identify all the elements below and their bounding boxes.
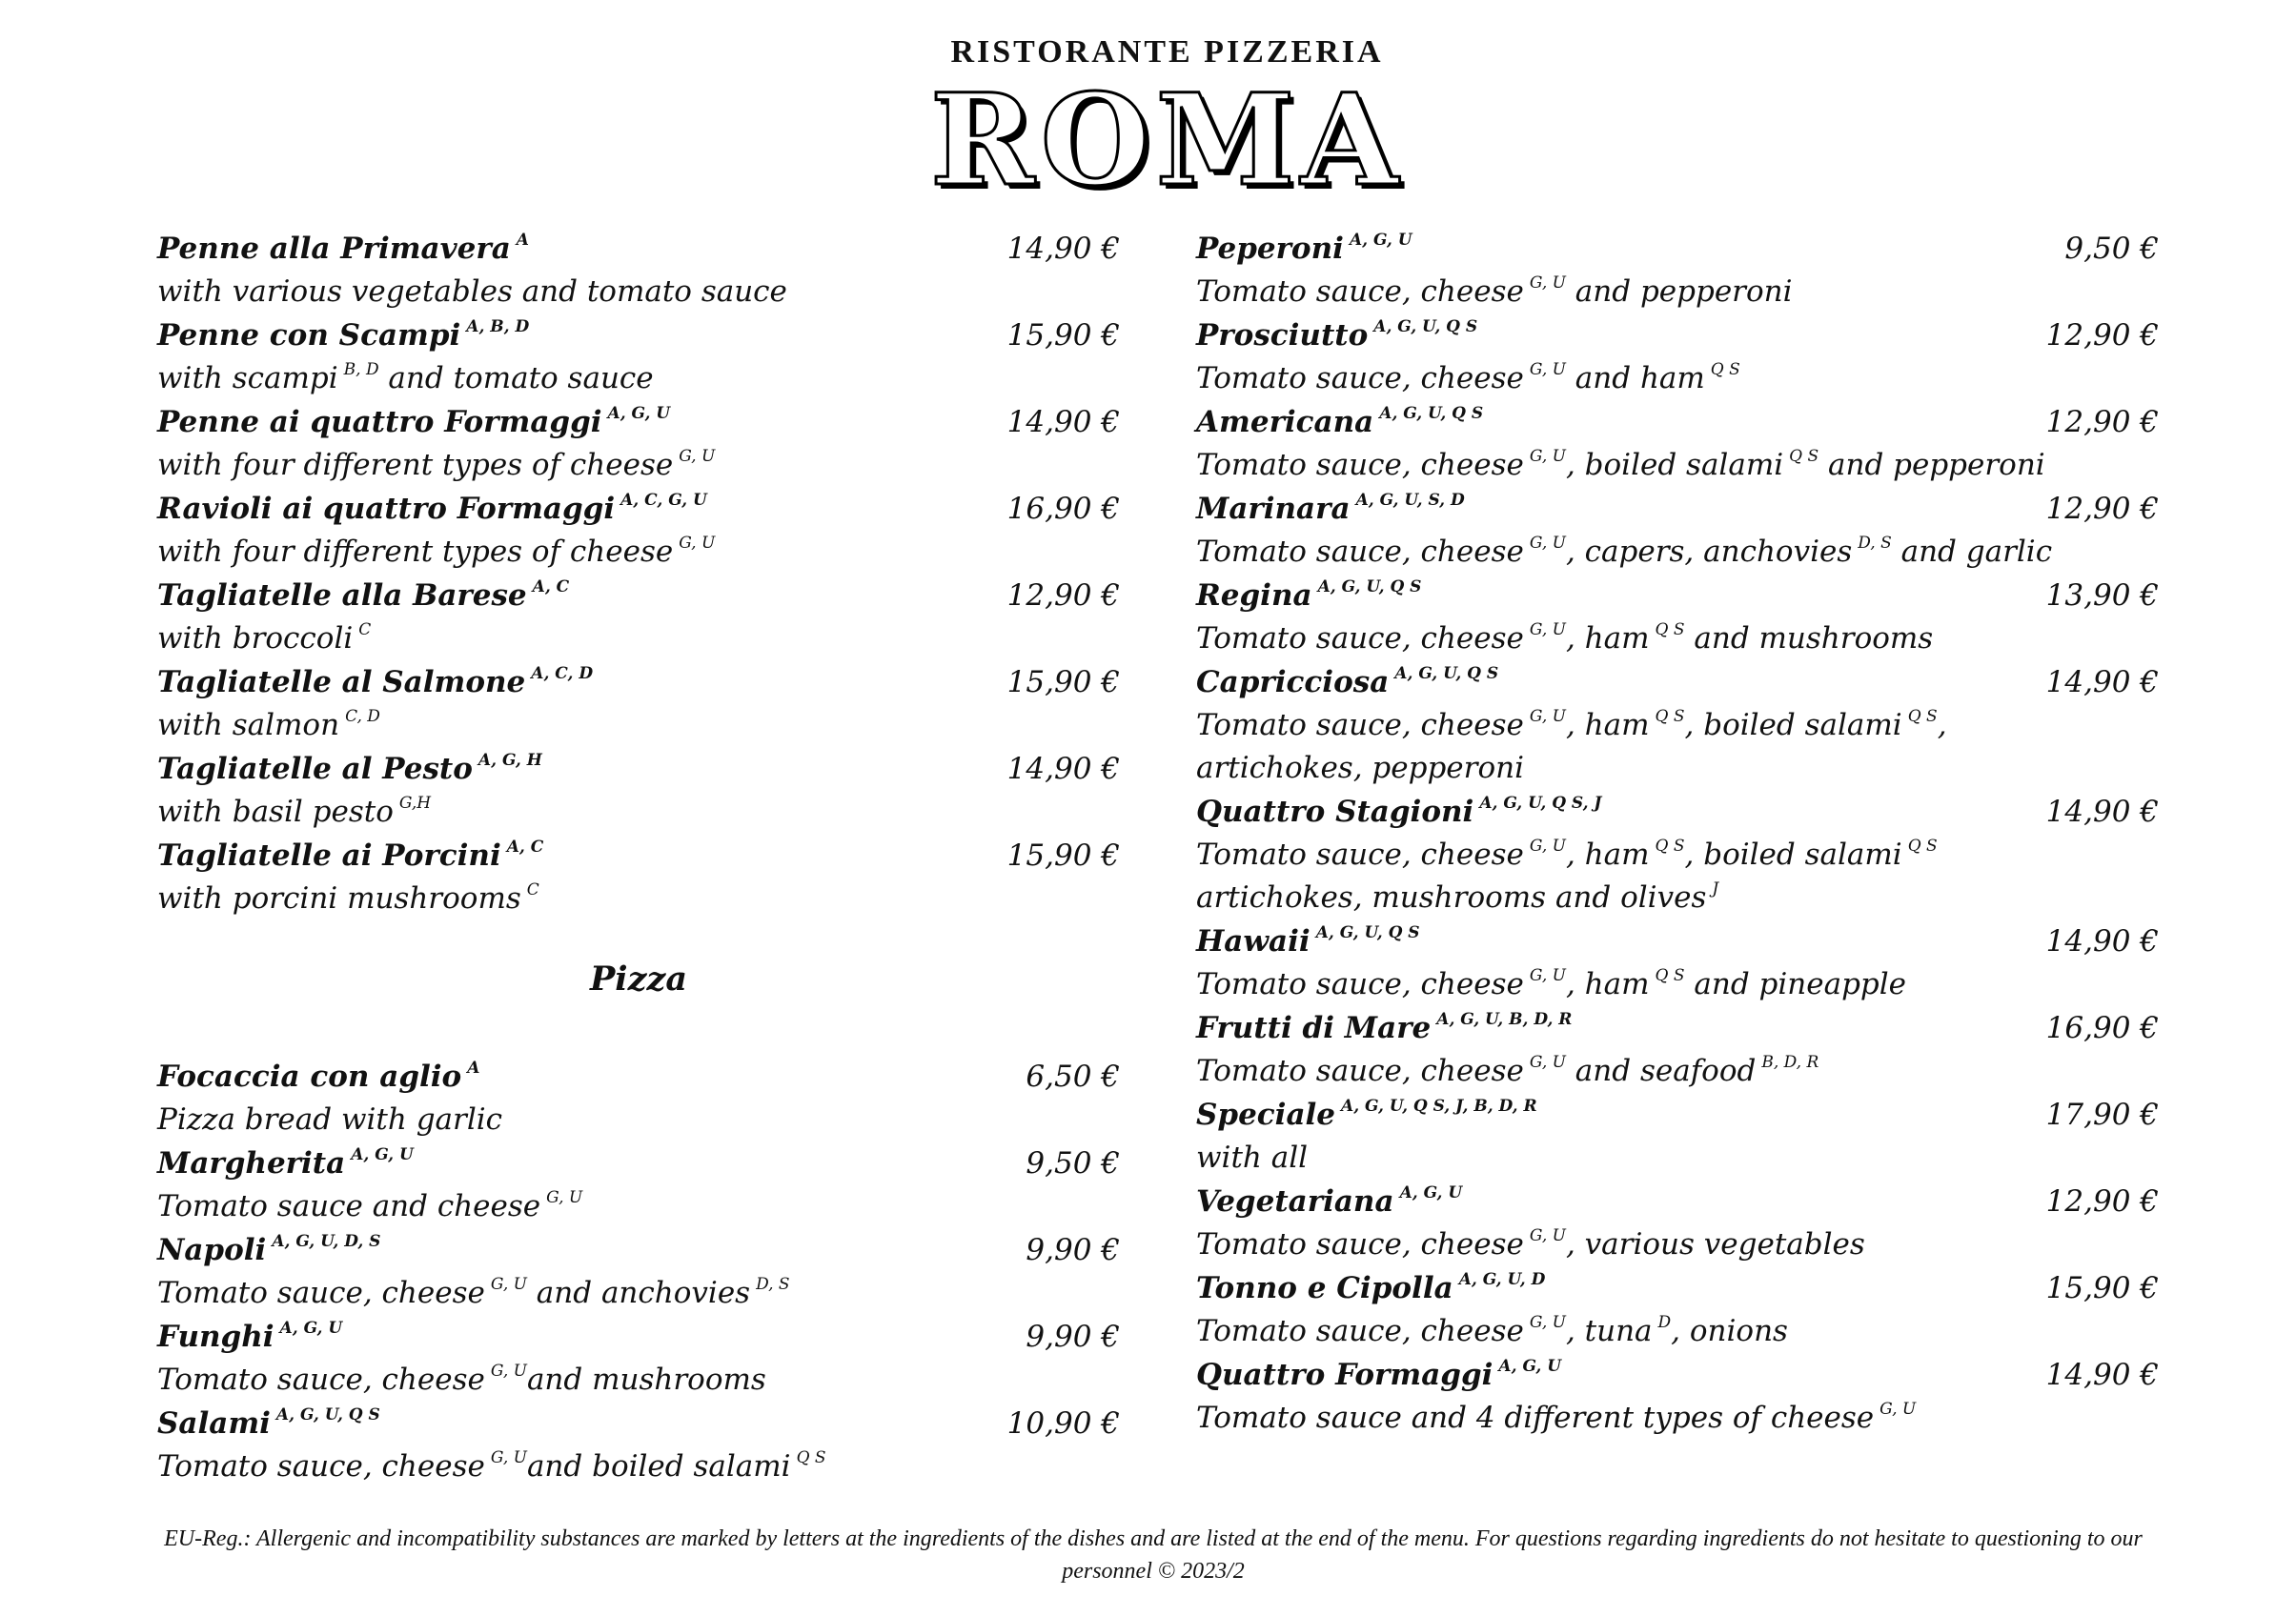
restaurant-subtitle: RISTORANTE PIZZERIA (950, 34, 1384, 70)
ingredient-allergen-codes: G, U (1529, 966, 1566, 985)
allergen-codes: A, G, U, Q S, J, B, D, R (1341, 1097, 1537, 1116)
ingredient-allergen-codes: G, U (1529, 707, 1566, 726)
dish-description (1196, 617, 2159, 660)
dish-description (157, 791, 1120, 834)
dish-name (1196, 400, 2159, 444)
allergen-codes: A, C, D (531, 664, 594, 683)
dish-name-text: Frutti di Mare (1196, 1011, 1432, 1045)
menu-item (157, 747, 1120, 834)
allergen-codes: A, G, U (351, 1145, 414, 1164)
ingredient-allergen-codes: C (526, 880, 539, 899)
menu-item (1196, 660, 2159, 790)
description-text: with basil pesto (157, 795, 394, 829)
allergen-codes: A, G, U (1399, 1183, 1463, 1202)
dish-name-text: Peperoni (1196, 232, 1344, 266)
allergen-codes: A, B, D (466, 317, 530, 336)
allergen-codes: A, G, U (607, 404, 671, 423)
description-text: with various vegetables and tomato sauce (157, 274, 787, 309)
ingredient-allergen-codes: Q S (1655, 837, 1685, 856)
ingredient-allergen-codes: Q S (1655, 707, 1685, 726)
menu-item (1196, 919, 2159, 1006)
menu-item (157, 1141, 1120, 1228)
dish-description (1196, 531, 2159, 574)
ingredient-allergen-codes: D, S (1858, 534, 1892, 553)
ingredient-allergen-codes: G, U (1529, 1226, 1566, 1245)
dish-name-text: Tagliatelle al Pesto (157, 752, 473, 786)
ingredient-allergen-codes: G, U (1529, 534, 1566, 553)
dish-name-text: Vegetariana (1196, 1184, 1394, 1219)
ingredient-allergen-codes: Q S (1907, 707, 1938, 726)
ingredient-allergen-codes: Q S (796, 1448, 826, 1467)
description-text: Tomato sauce, cheese (1196, 708, 1524, 742)
description-text: Tomato sauce, cheese (1196, 448, 1524, 482)
dish-name (157, 1141, 1120, 1185)
menu-item (1196, 227, 2159, 313)
dish-description (157, 704, 1120, 747)
dish-price: 16,90 € (2045, 1011, 2159, 1045)
allergen-codes: A, G, U, S, D (1355, 491, 1465, 510)
ingredient-allergen-codes: C (358, 620, 372, 639)
dish-name-text: Penne con Scampi (157, 318, 461, 353)
menu-item (157, 1315, 1120, 1402)
dish-description (1196, 1223, 2159, 1266)
ingredient-allergen-codes: J (1712, 879, 1719, 899)
ingredient-allergen-codes: Q S (1655, 966, 1685, 985)
dish-name (157, 574, 1120, 617)
dish-description (157, 878, 1120, 920)
dish-name (157, 1402, 1120, 1445)
description-text: , tuna (1565, 1314, 1653, 1348)
dish-name-text: Margherita (157, 1146, 346, 1181)
dish-name (1196, 1180, 2159, 1223)
menu-item (157, 227, 1120, 313)
dish-price: 9,50 € (2064, 232, 2159, 266)
allergen-footer-note: EU-Reg.: Allergenic and incompatibility substances are marked by letters at the ingredients of the dishes and are listed at the end of the menu. For questions regarding ingredients do not hesitate to questioning to our personnel © 2023/2 (164, 1526, 2143, 1584)
dish-price: 10,90 € (1006, 1406, 1120, 1441)
description-text: with salmon (157, 708, 340, 742)
ingredient-allergen-codes: Q S (1789, 447, 1819, 466)
ingredient-allergen-codes: G, U (546, 1188, 583, 1207)
dish-description (157, 1185, 1120, 1228)
menu-item (1196, 1093, 2159, 1180)
ingredient-allergen-codes: B, D, R (1761, 1053, 1819, 1072)
logo-text: ROMA (929, 67, 1405, 214)
dish-description (1196, 1137, 2159, 1180)
dish-name (1196, 919, 2159, 963)
dish-description (157, 444, 1120, 487)
ingredient-allergen-codes: G, U (1529, 1053, 1566, 1072)
ingredient-allergen-codes: Q S (1710, 360, 1740, 379)
description-text: with all (1196, 1141, 1309, 1175)
ingredient-allergen-codes: G, U (490, 1448, 527, 1467)
menu-item (157, 487, 1120, 574)
ingredient-allergen-codes: G, U (1879, 1400, 1917, 1419)
description-text: and anchovies (526, 1276, 751, 1310)
description-text: Tomato sauce, cheese (1196, 621, 1524, 656)
ingredient-allergen-codes: B, D (343, 360, 379, 379)
dish-name-text: Speciale (1196, 1098, 1336, 1132)
description-text: and pineapple (1684, 967, 1907, 1001)
menu-item (1196, 487, 2159, 574)
menu-item (157, 1055, 1120, 1141)
dish-description (157, 357, 1120, 400)
dish-price: 15,90 € (2045, 1271, 2159, 1305)
dish-name (1196, 313, 2159, 357)
dish-name (1196, 1266, 2159, 1310)
ingredient-allergen-codes: G, U (679, 534, 716, 553)
description-text: , boiled salami (1565, 448, 1784, 482)
menu-item (1196, 1266, 2159, 1353)
dish-name-text: Americana (1196, 405, 1374, 439)
description-text: and garlic (1891, 535, 2053, 569)
dish-price: 14,90 € (2045, 1358, 2159, 1392)
description-text: Tomato sauce, cheese (1196, 361, 1524, 395)
description-text: , boiled salami (1684, 838, 1902, 872)
dish-name-text: Prosciutto (1196, 318, 1369, 353)
description-text: Tomato sauce, cheese (1196, 1314, 1524, 1348)
description-text: and boiled salami (526, 1449, 791, 1484)
dish-name (1196, 487, 2159, 531)
dish-name-text: Penne alla Primavera (157, 232, 511, 266)
dish-price: 14,90 € (1006, 752, 1120, 786)
dish-description (1196, 834, 2054, 919)
dish-description (1196, 1310, 2159, 1353)
ingredient-allergen-codes: G, U (490, 1275, 527, 1294)
description-text: Tomato sauce, cheese (1196, 274, 1524, 309)
dish-name-text: Tagliatelle alla Barese (157, 578, 527, 613)
dish-price: 12,90 € (2045, 318, 2159, 353)
dish-description (157, 531, 1120, 574)
dish-name (1196, 1093, 2159, 1137)
dish-price: 6,50 € (1026, 1060, 1120, 1094)
description-text: Tomato sauce, cheese (1196, 1227, 1524, 1262)
menu-item (1196, 574, 2159, 660)
allergen-codes: A, C (506, 838, 544, 857)
dish-description (1196, 704, 2054, 790)
description-text: and pepperoni (1819, 448, 2045, 482)
dish-price: 14,90 € (1006, 232, 1120, 266)
description-text: Tomato sauce and cheese (157, 1189, 541, 1223)
dish-name (157, 313, 1120, 357)
description-text: Tomato sauce, cheese (157, 1449, 485, 1484)
ingredient-allergen-codes: G, U (679, 447, 716, 466)
dish-description (1196, 271, 2159, 313)
dish-price: 15,90 € (1006, 318, 1120, 353)
allergen-codes: A, G, H (477, 751, 542, 770)
dish-description (157, 1359, 1120, 1402)
dish-name (1196, 227, 2159, 271)
allergen-codes: A, G, U, D (1458, 1270, 1546, 1289)
description-text: Tomato sauce, cheese (1196, 1054, 1524, 1088)
description-text: and seafood (1565, 1054, 1757, 1088)
dish-name-text: Capricciosa (1196, 665, 1390, 699)
description-text: , various vegetables (1565, 1227, 1865, 1262)
allergen-codes: A, G, U (1498, 1357, 1562, 1376)
description-text: with broccoli (157, 621, 354, 656)
dish-price: 12,90 € (2045, 492, 2159, 526)
dish-name-text: Tonno e Cipolla (1196, 1271, 1453, 1305)
description-text: Pizza bread with garlic (157, 1102, 503, 1137)
description-text: , onions (1671, 1314, 1788, 1348)
allergen-codes: A, G, U, Q S (1315, 923, 1420, 942)
menu-item (1196, 1006, 2159, 1093)
dish-price: 16,90 € (1006, 492, 1120, 526)
dish-name (157, 227, 1120, 271)
description-text: with porcini mushrooms (157, 881, 521, 916)
dish-name-text: Marinara (1196, 492, 1351, 526)
dish-description (1196, 1050, 2159, 1093)
dish-name (157, 660, 1120, 704)
ingredient-allergen-codes: G, U (490, 1362, 527, 1381)
description-text: , ham (1565, 967, 1650, 1001)
dish-description (157, 1099, 1120, 1141)
description-text: Tomato sauce and 4 different types of cheese (1196, 1401, 1875, 1435)
dish-description (157, 617, 1120, 660)
description-text: , ham (1565, 621, 1650, 656)
dish-name (157, 400, 1120, 444)
ingredient-allergen-codes: G, U (1529, 273, 1566, 293)
dish-name (157, 487, 1120, 531)
ingredient-allergen-codes: D, S (756, 1275, 790, 1294)
menu-item (157, 1402, 1120, 1488)
dish-name (157, 747, 1120, 791)
dish-description (1196, 444, 2159, 487)
description-text: and pepperoni (1565, 274, 1793, 309)
dish-name (1196, 660, 2159, 704)
dish-price: 9,90 € (1026, 1320, 1120, 1354)
allergen-codes: A, G, U, Q S (1394, 664, 1499, 683)
dish-name (1196, 1353, 2159, 1397)
dish-name-text: Napoli (157, 1233, 267, 1267)
ingredient-allergen-codes: G, U (1529, 447, 1566, 466)
dish-price: 14,90 € (2045, 795, 2159, 829)
dish-name (157, 1055, 1120, 1099)
description-text: , ham (1565, 838, 1650, 872)
description-text: , capers, anchovies (1565, 535, 1853, 569)
allergen-codes: A (516, 231, 529, 250)
dish-price: 9,90 € (1026, 1233, 1120, 1267)
ingredient-allergen-codes: Q S (1655, 620, 1685, 639)
dish-price: 14,90 € (1006, 405, 1120, 439)
allergen-codes: A, C, G, U (620, 491, 707, 510)
dish-name-text: Quattro Formaggi (1196, 1358, 1493, 1392)
description-text: Tomato sauce, cheese (1196, 838, 1524, 872)
dish-price: 12,90 € (2045, 405, 2159, 439)
dish-name-text: Hawaii (1196, 924, 1311, 959)
description-text: , artichokes, pepperoni (1196, 708, 1947, 785)
allergen-codes: A, G, U (1349, 231, 1412, 250)
dish-description (157, 271, 1120, 313)
pizza-list-left (157, 1055, 1120, 1488)
dish-name (157, 1315, 1120, 1359)
dish-name-text: Funghi (157, 1320, 274, 1354)
menu-item (1196, 313, 2159, 400)
menu-header (0, 34, 2296, 214)
allergen-codes: A, G, U, Q S (1373, 317, 1478, 336)
description-text: , boiled salami (1684, 708, 1902, 742)
allergen-codes: A, G, U (279, 1319, 343, 1338)
ingredient-allergen-codes: D (1657, 1313, 1672, 1332)
ingredient-allergen-codes: Q S (1907, 837, 1938, 856)
menu-item (157, 313, 1120, 400)
dish-price: 14,90 € (2045, 924, 2159, 959)
dish-name (1196, 1006, 2159, 1050)
description-text: artichokes, mushrooms and olives (1196, 880, 1707, 915)
dish-name (157, 834, 1120, 878)
description-text: and mushrooms (526, 1363, 766, 1397)
allergen-codes: A, G, U, D, S (272, 1232, 381, 1251)
restaurant-logo (38, 67, 2296, 214)
dish-description (157, 1445, 1120, 1488)
dish-name-text: Tagliatelle ai Porcini (157, 838, 501, 873)
pasta-list (157, 227, 1120, 920)
pizza-section-title: Pizza (589, 960, 688, 999)
description-text: and ham (1565, 361, 1705, 395)
menu-item (157, 1228, 1120, 1315)
dish-price: 9,50 € (1026, 1146, 1120, 1181)
dish-name (1196, 574, 2159, 617)
dish-price: 15,90 € (1006, 838, 1120, 873)
dish-name-text: Regina (1196, 578, 1312, 613)
description-text: , ham (1565, 708, 1650, 742)
allergen-codes: A, C (532, 577, 570, 596)
description-text: Tomato sauce, cheese (157, 1276, 485, 1310)
dish-description (157, 1272, 1120, 1315)
allergen-codes: A, G, U, B, D, R (1436, 1010, 1573, 1029)
ingredient-allergen-codes: G, U (1529, 1313, 1566, 1332)
ingredient-allergen-codes: G, U (1529, 837, 1566, 856)
description-text: Tomato sauce, cheese (157, 1363, 485, 1397)
dish-price: 13,90 € (2045, 578, 2159, 613)
dish-description (1196, 357, 2159, 400)
allergen-codes: A (467, 1059, 480, 1078)
dish-description (1196, 1397, 2159, 1440)
menu-item (157, 574, 1120, 660)
menu-item (157, 400, 1120, 487)
allergen-codes: A, G, U, Q S (1317, 577, 1422, 596)
menu-item (157, 660, 1120, 747)
description-text: and tomato sauce (378, 361, 654, 395)
description-text: with four different types of cheese (157, 535, 674, 569)
pizza-list-right (1196, 227, 2159, 1440)
dish-name-text: Ravioli ai quattro Formaggi (157, 492, 616, 526)
ingredient-allergen-codes: C, D (345, 707, 380, 726)
dish-price: 12,90 € (1006, 578, 1120, 613)
dish-price: 17,90 € (2045, 1098, 2159, 1132)
dish-description (1196, 963, 2159, 1006)
description-text: Tomato sauce, cheese (1196, 967, 1524, 1001)
dish-price: 15,90 € (1006, 665, 1120, 699)
dish-name-text: Salami (157, 1406, 271, 1441)
dish-name-text: Quattro Stagioni (1196, 795, 1474, 829)
menu-item (157, 834, 1120, 920)
ingredient-allergen-codes: G, U (1529, 620, 1566, 639)
description-text: Tomato sauce, cheese (1196, 535, 1524, 569)
description-text: with scampi (157, 361, 338, 395)
dish-name-text: Penne ai quattro Formaggi (157, 405, 602, 439)
description-text: with four different types of cheese (157, 448, 674, 482)
dish-price: 12,90 € (2045, 1184, 2159, 1219)
allergen-codes: A, G, U, Q S (1379, 404, 1484, 423)
dish-price: 14,90 € (2045, 665, 2159, 699)
ingredient-allergen-codes: G,H (398, 794, 432, 813)
menu-item (1196, 1180, 2159, 1266)
description-text: and mushrooms (1684, 621, 1934, 656)
dish-name-text: Focaccia con aglio (157, 1060, 462, 1094)
allergen-codes: A, G, U, Q S (275, 1405, 380, 1424)
menu-item (1196, 790, 2159, 919)
allergen-codes: A, G, U, Q S, J (1479, 794, 1602, 813)
menu-item (1196, 1353, 2159, 1440)
dish-name (157, 1228, 1120, 1272)
dish-name (1196, 790, 2159, 834)
menu-item (1196, 400, 2159, 487)
ingredient-allergen-codes: G, U (1529, 360, 1566, 379)
dish-name-text: Tagliatelle al Salmone (157, 665, 526, 699)
